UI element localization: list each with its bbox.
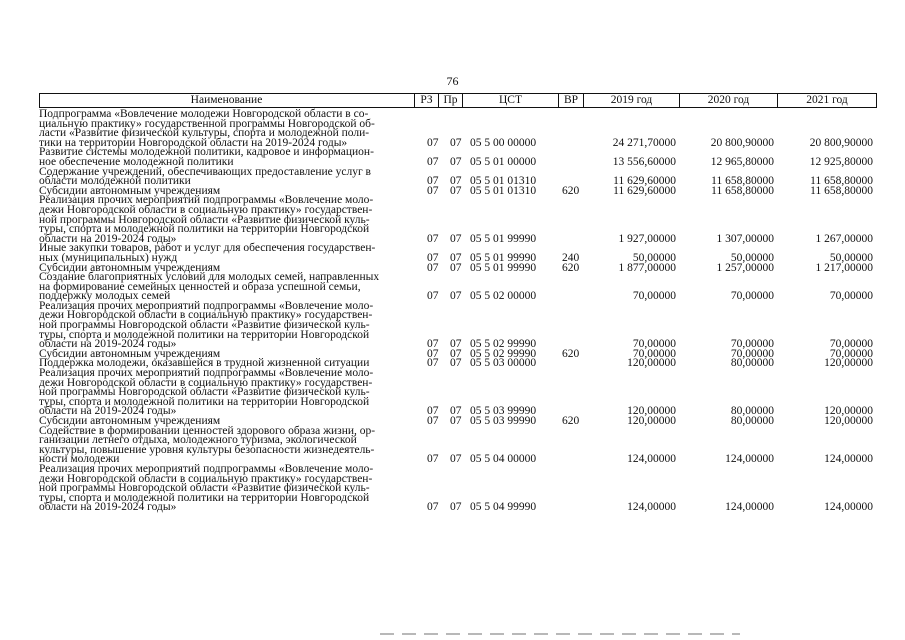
header-2020: 2020 год bbox=[679, 94, 777, 107]
cell-2019: 124,00000 bbox=[627, 453, 676, 466]
cell-2020: 12 965,80000 bbox=[710, 155, 774, 168]
cell-name: Субсидии автономным учреждениям bbox=[39, 184, 221, 197]
header-vr: ВР bbox=[558, 94, 583, 107]
cell-rz: 07 bbox=[427, 415, 439, 427]
cell-pr: 07 bbox=[450, 415, 462, 427]
cell-name: Создание благоприятных условий для молодых семей, направленных на формирование семейных ценностей и образа успешной семьи, поддержку молодых семей bbox=[39, 271, 380, 303]
cell-2021: 70,00000 bbox=[829, 290, 873, 303]
cell-vr: 240 bbox=[562, 251, 580, 264]
cell-2020: 80,00000 bbox=[730, 415, 774, 427]
cell-2019: 13 556,60000 bbox=[612, 155, 676, 168]
page-number: 76 bbox=[446, 74, 459, 88]
cell-cst: 05 5 03 99990 bbox=[470, 405, 537, 418]
cell-2019: 24 271,70000 bbox=[612, 136, 676, 149]
cell-cst: 05 5 01 99990 bbox=[470, 232, 537, 245]
cell-pr: 07 bbox=[450, 357, 462, 370]
table-row bbox=[39, 148, 877, 167]
table-row bbox=[39, 244, 877, 263]
cell-2021: 120,00000 bbox=[824, 405, 873, 418]
cell-2020: 80,00000 bbox=[730, 357, 774, 370]
cell-2021: 124,00000 bbox=[824, 453, 873, 466]
cell-2019: 70,00000 bbox=[632, 338, 676, 351]
cell-2019: 1 877,00000 bbox=[618, 261, 676, 274]
cell-vr: 620 bbox=[562, 415, 580, 427]
cell-pr: 07 bbox=[450, 501, 462, 514]
cell-pr: 07 bbox=[450, 184, 462, 197]
cell-rz: 07 bbox=[427, 232, 439, 245]
cell-cst: 05 5 01 01310 bbox=[470, 175, 537, 188]
cell-vr: 620 bbox=[562, 347, 580, 360]
cell-cst: 05 5 01 99990 bbox=[470, 261, 537, 274]
cell-2021: 50,00000 bbox=[829, 251, 873, 264]
cell-2019: 120,00000 bbox=[627, 357, 676, 370]
cell-pr: 07 bbox=[450, 136, 462, 149]
cell-pr: 07 bbox=[450, 261, 462, 274]
cell-name: Реализация прочих мероприятий подпрограммы «Вовлечение моло- дежи Новгородской области в социальную практику» государствен- ной программы Новгородской области «Развитие физической куль- туры, спорта и молодежной политики на территории Новгородской области на 2019-2024 годы» bbox=[39, 367, 374, 418]
cell-pr: 07 bbox=[450, 290, 462, 303]
table-row bbox=[39, 424, 877, 466]
header-2019: 2019 год bbox=[583, 94, 679, 107]
table-row bbox=[39, 165, 877, 188]
cell-rz: 07 bbox=[427, 155, 439, 168]
cell-cst: 05 5 00 00000 bbox=[470, 136, 537, 149]
cell-2020: 80,00000 bbox=[730, 405, 774, 418]
cell-name: Поддержка молодежи, оказавшейся в трудной жизненной ситуации bbox=[39, 357, 370, 370]
cell-rz: 07 bbox=[427, 338, 439, 351]
header-rz: РЗ bbox=[414, 94, 438, 107]
cell-2019: 11 629,60000 bbox=[613, 175, 676, 188]
cell-2021: 11 658,80000 bbox=[810, 184, 873, 197]
cell-2021: 124,00000 bbox=[824, 501, 873, 514]
cell-cst: 05 5 03 99990 bbox=[470, 415, 537, 427]
cell-cst: 05 5 02 99990 bbox=[470, 347, 537, 360]
cell-2019: 70,00000 bbox=[632, 347, 676, 360]
cell-pr: 07 bbox=[450, 405, 462, 418]
cell-2019: 120,00000 bbox=[627, 415, 676, 427]
cell-name: Субсидии автономным учреждениям bbox=[39, 415, 221, 427]
cell-2020: 124,00000 bbox=[725, 501, 774, 514]
cell-2021: 70,00000 bbox=[829, 338, 873, 351]
header-cst: ЦСТ bbox=[462, 94, 558, 107]
table-row bbox=[39, 196, 877, 244]
cell-cst: 05 5 01 00000 bbox=[470, 155, 537, 168]
table-row bbox=[39, 110, 877, 148]
cell-2020: 70,00000 bbox=[730, 338, 774, 351]
table-row bbox=[39, 462, 877, 514]
cell-rz: 07 bbox=[427, 251, 439, 264]
cell-2020: 124,00000 bbox=[725, 453, 774, 466]
cell-2020: 50,00000 bbox=[730, 251, 774, 264]
cell-pr: 07 bbox=[450, 175, 462, 188]
cell-name: Содействие в формировании ценностей здорового образа жизни, ор- ганизации летнего отдыха, молодежного туризма, экологической культуры, повышение уровня культуры безопасности жизнедеятель- ности молодежи bbox=[39, 424, 376, 466]
cell-rz: 07 bbox=[427, 405, 439, 418]
cell-pr: 07 bbox=[450, 251, 462, 264]
cell-pr: 07 bbox=[450, 453, 462, 466]
cell-2021: 70,00000 bbox=[829, 347, 873, 360]
cell-cst: 05 5 03 00000 bbox=[470, 357, 537, 370]
cell-2021: 1 217,00000 bbox=[815, 261, 873, 274]
cell-rz: 07 bbox=[427, 347, 439, 360]
table-body bbox=[39, 110, 877, 513]
cell-2021: 12 925,80000 bbox=[809, 155, 873, 168]
cell-name: Субсидии автономным учреждениям bbox=[39, 347, 221, 360]
cell-2019: 1 927,00000 bbox=[618, 232, 676, 245]
cell-cst: 05 5 01 01310 bbox=[470, 184, 537, 197]
cell-2019: 11 629,60000 bbox=[613, 184, 676, 197]
cell-name: Содержание учреждений, обеспечивающих предоставление услуг в области молодежной политики bbox=[39, 165, 371, 188]
cell-cst: 05 5 02 99990 bbox=[470, 338, 537, 351]
table-row bbox=[39, 299, 877, 351]
header-pr: Пр bbox=[438, 94, 462, 107]
cell-pr: 07 bbox=[450, 338, 462, 351]
cell-name: Развитие системы молодежной политики, кадровое и информацион- ное обеспечение молодежной политики bbox=[39, 146, 374, 168]
cell-2020: 70,00000 bbox=[730, 347, 774, 360]
cell-2021: 120,00000 bbox=[824, 357, 873, 370]
cell-cst: 05 5 04 99990 bbox=[470, 501, 537, 514]
cell-2020: 11 658,80000 bbox=[711, 175, 774, 188]
cell-name: Реализация прочих мероприятий подпрограммы «Вовлечение моло- дежи Новгородской области в социальную практику» государствен- ной программы Новгородской области «Развитие физической куль- туры, спорта и молодежной политики на территории Новгородской области на 2019-2024 годы» bbox=[39, 462, 374, 514]
table-row bbox=[39, 273, 877, 302]
cell-rz: 07 bbox=[427, 357, 439, 370]
cell-name: Реализация прочих мероприятий подпрограммы «Вовлечение моло- дежи Новгородской области в социальную практику» государствен- ной программы Новгородской области «Развитие физической куль- туры, спорта и молодежной политики на территории Новгородской области на 2019-2024 годы» bbox=[39, 194, 374, 245]
header-name: Наименование bbox=[190, 94, 263, 106]
cell-2021: 11 658,80000 bbox=[810, 175, 873, 188]
scan-artifact bbox=[380, 633, 740, 635]
cell-2021: 1 267,00000 bbox=[815, 232, 873, 245]
cell-cst: 05 5 02 00000 bbox=[470, 290, 537, 303]
cell-name: Субсидии автономным учреждениям bbox=[39, 261, 221, 274]
cell-vr: 620 bbox=[562, 261, 580, 274]
cell-pr: 07 bbox=[450, 347, 462, 360]
table-row bbox=[39, 369, 877, 417]
cell-2020: 70,00000 bbox=[730, 290, 774, 303]
cell-2020: 1 257,00000 bbox=[716, 261, 774, 274]
cell-rz: 07 bbox=[427, 175, 439, 188]
header-2021: 2021 год bbox=[777, 94, 876, 107]
cell-rz: 07 bbox=[427, 453, 439, 466]
cell-rz: 07 bbox=[427, 184, 439, 197]
cell-rz: 07 bbox=[427, 261, 439, 274]
cell-2019: 120,00000 bbox=[627, 405, 676, 418]
cell-rz: 07 bbox=[427, 501, 439, 514]
cell-2019: 70,00000 bbox=[632, 290, 676, 303]
cell-2019: 124,00000 bbox=[627, 501, 676, 514]
cell-2020: 11 658,80000 bbox=[711, 184, 774, 197]
cell-pr: 07 bbox=[450, 155, 462, 168]
cell-vr: 620 bbox=[562, 184, 580, 197]
cell-2021: 20 800,90000 bbox=[809, 136, 873, 149]
header-right-rule bbox=[876, 93, 877, 108]
cell-pr: 07 bbox=[450, 232, 462, 245]
cell-name: Иные закупки товаров, работ и услуг для обеспечения государствен- ных (муниципальных) нужд bbox=[39, 242, 376, 264]
cell-2021: 120,00000 bbox=[824, 415, 873, 427]
cell-2020: 20 800,90000 bbox=[710, 136, 774, 149]
cell-name: Подпрограмма «Вовлечение молодежи Новгородской области в со- циальную практику» государственной программы Новгородской об- ласти «Развитие физической культуры, спорта и молодежной поли- тики на территории Новгородской области на 2019-2024 годы» bbox=[39, 108, 375, 149]
cell-cst: 05 5 01 99990 bbox=[470, 251, 537, 264]
cell-rz: 07 bbox=[427, 290, 439, 303]
cell-name: Реализация прочих мероприятий подпрограммы «Вовлечение моло- дежи Новгородской области в социальную практику» государствен- ной программы Новгородской области «Развитие физической куль- туры, спорта и молодежной политики на территории Новгородской области на 2019-2024 годы» bbox=[39, 299, 374, 351]
cell-2019: 50,00000 bbox=[632, 251, 676, 264]
cell-rz: 07 bbox=[427, 136, 439, 149]
cell-cst: 05 5 04 00000 bbox=[470, 453, 537, 466]
cell-2020: 1 307,00000 bbox=[716, 232, 774, 245]
